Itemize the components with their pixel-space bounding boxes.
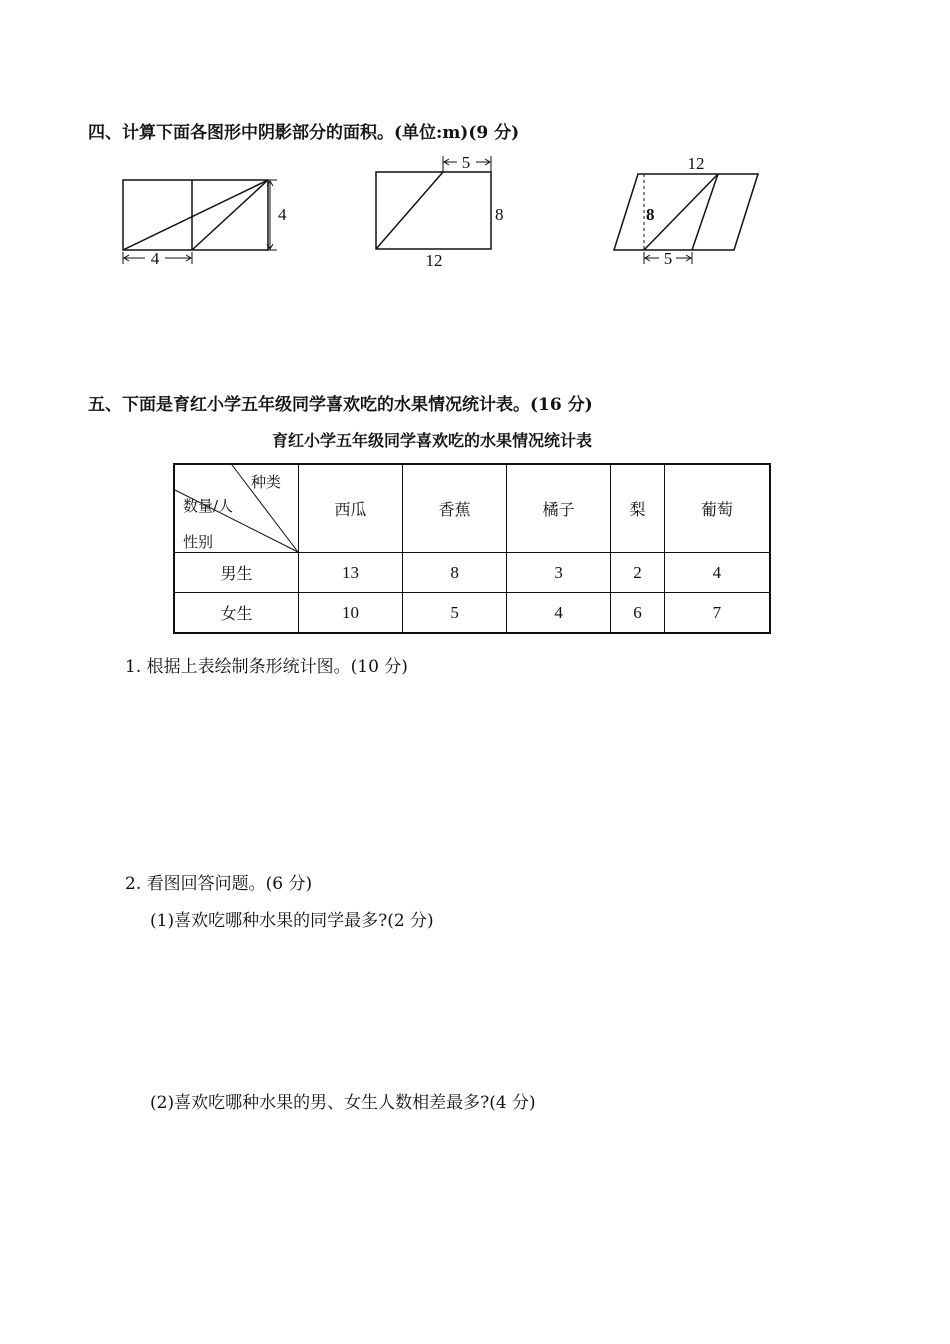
row-label: 女生: [174, 593, 299, 634]
table-header-row: [174, 464, 770, 553]
table-title: 育红小学五年级同学喜欢吃的水果情况统计表: [272, 431, 593, 450]
table-row: [174, 593, 770, 634]
col-header: 香蕉: [403, 464, 507, 553]
table-cell: 13: [299, 553, 403, 593]
figure-1: [115, 172, 285, 272]
fig2-base-label: 12: [425, 251, 443, 270]
corner-bottom-label: 性别: [183, 533, 214, 551]
table-cell: 2: [611, 553, 665, 593]
table-cell: 3: [507, 553, 611, 593]
table-cell: 6: [611, 593, 665, 634]
table-row: [174, 553, 770, 593]
table-cell: 4: [664, 553, 770, 593]
section4-title: 四、计算下面各图形中阴影部分的面积。(单位:m)(9 分): [88, 123, 520, 143]
question-1: 1. 根据上表绘制条形统计图。(10 分): [125, 657, 408, 677]
fig1-height-label: 4: [278, 205, 287, 224]
row-label: 男生: [174, 553, 299, 593]
fig2-top-label: 5: [461, 153, 471, 172]
question-2-2: (2)喜欢吃哪种水果的男、女生人数相差最多?(4 分): [150, 1093, 536, 1113]
table-cell: 8: [403, 553, 507, 593]
col-header: 橘子: [507, 464, 611, 553]
col-header: 西瓜: [299, 464, 403, 553]
question-2: 2. 看图回答问题。(6 分): [125, 874, 313, 894]
fig1-width-label: 4: [150, 249, 160, 268]
fig3-top-label: 12: [687, 154, 705, 173]
table-cell: 10: [299, 593, 403, 634]
corner-top-label: 种类: [251, 473, 282, 491]
table-cell: 4: [507, 593, 611, 634]
figure-3: [608, 150, 768, 275]
corner-cell: [174, 464, 299, 553]
fruit-stat-table: [173, 463, 771, 634]
col-header: 梨: [611, 464, 665, 553]
fig3-height-label: 8: [646, 205, 655, 224]
fig2-height-label: 8: [495, 205, 504, 224]
section5-title: 五、下面是育红小学五年级同学喜欢吃的水果情况统计表。(16 分): [88, 395, 593, 415]
figure-2: [368, 150, 518, 270]
fig3-base-label: 5: [663, 249, 673, 268]
question-2-1: (1)喜欢吃哪种水果的同学最多?(2 分): [150, 911, 434, 931]
col-header: 葡萄: [664, 464, 770, 553]
table-cell: 5: [403, 593, 507, 634]
corner-mid-label: 数量/人: [183, 497, 234, 515]
table-cell: 7: [664, 593, 770, 634]
